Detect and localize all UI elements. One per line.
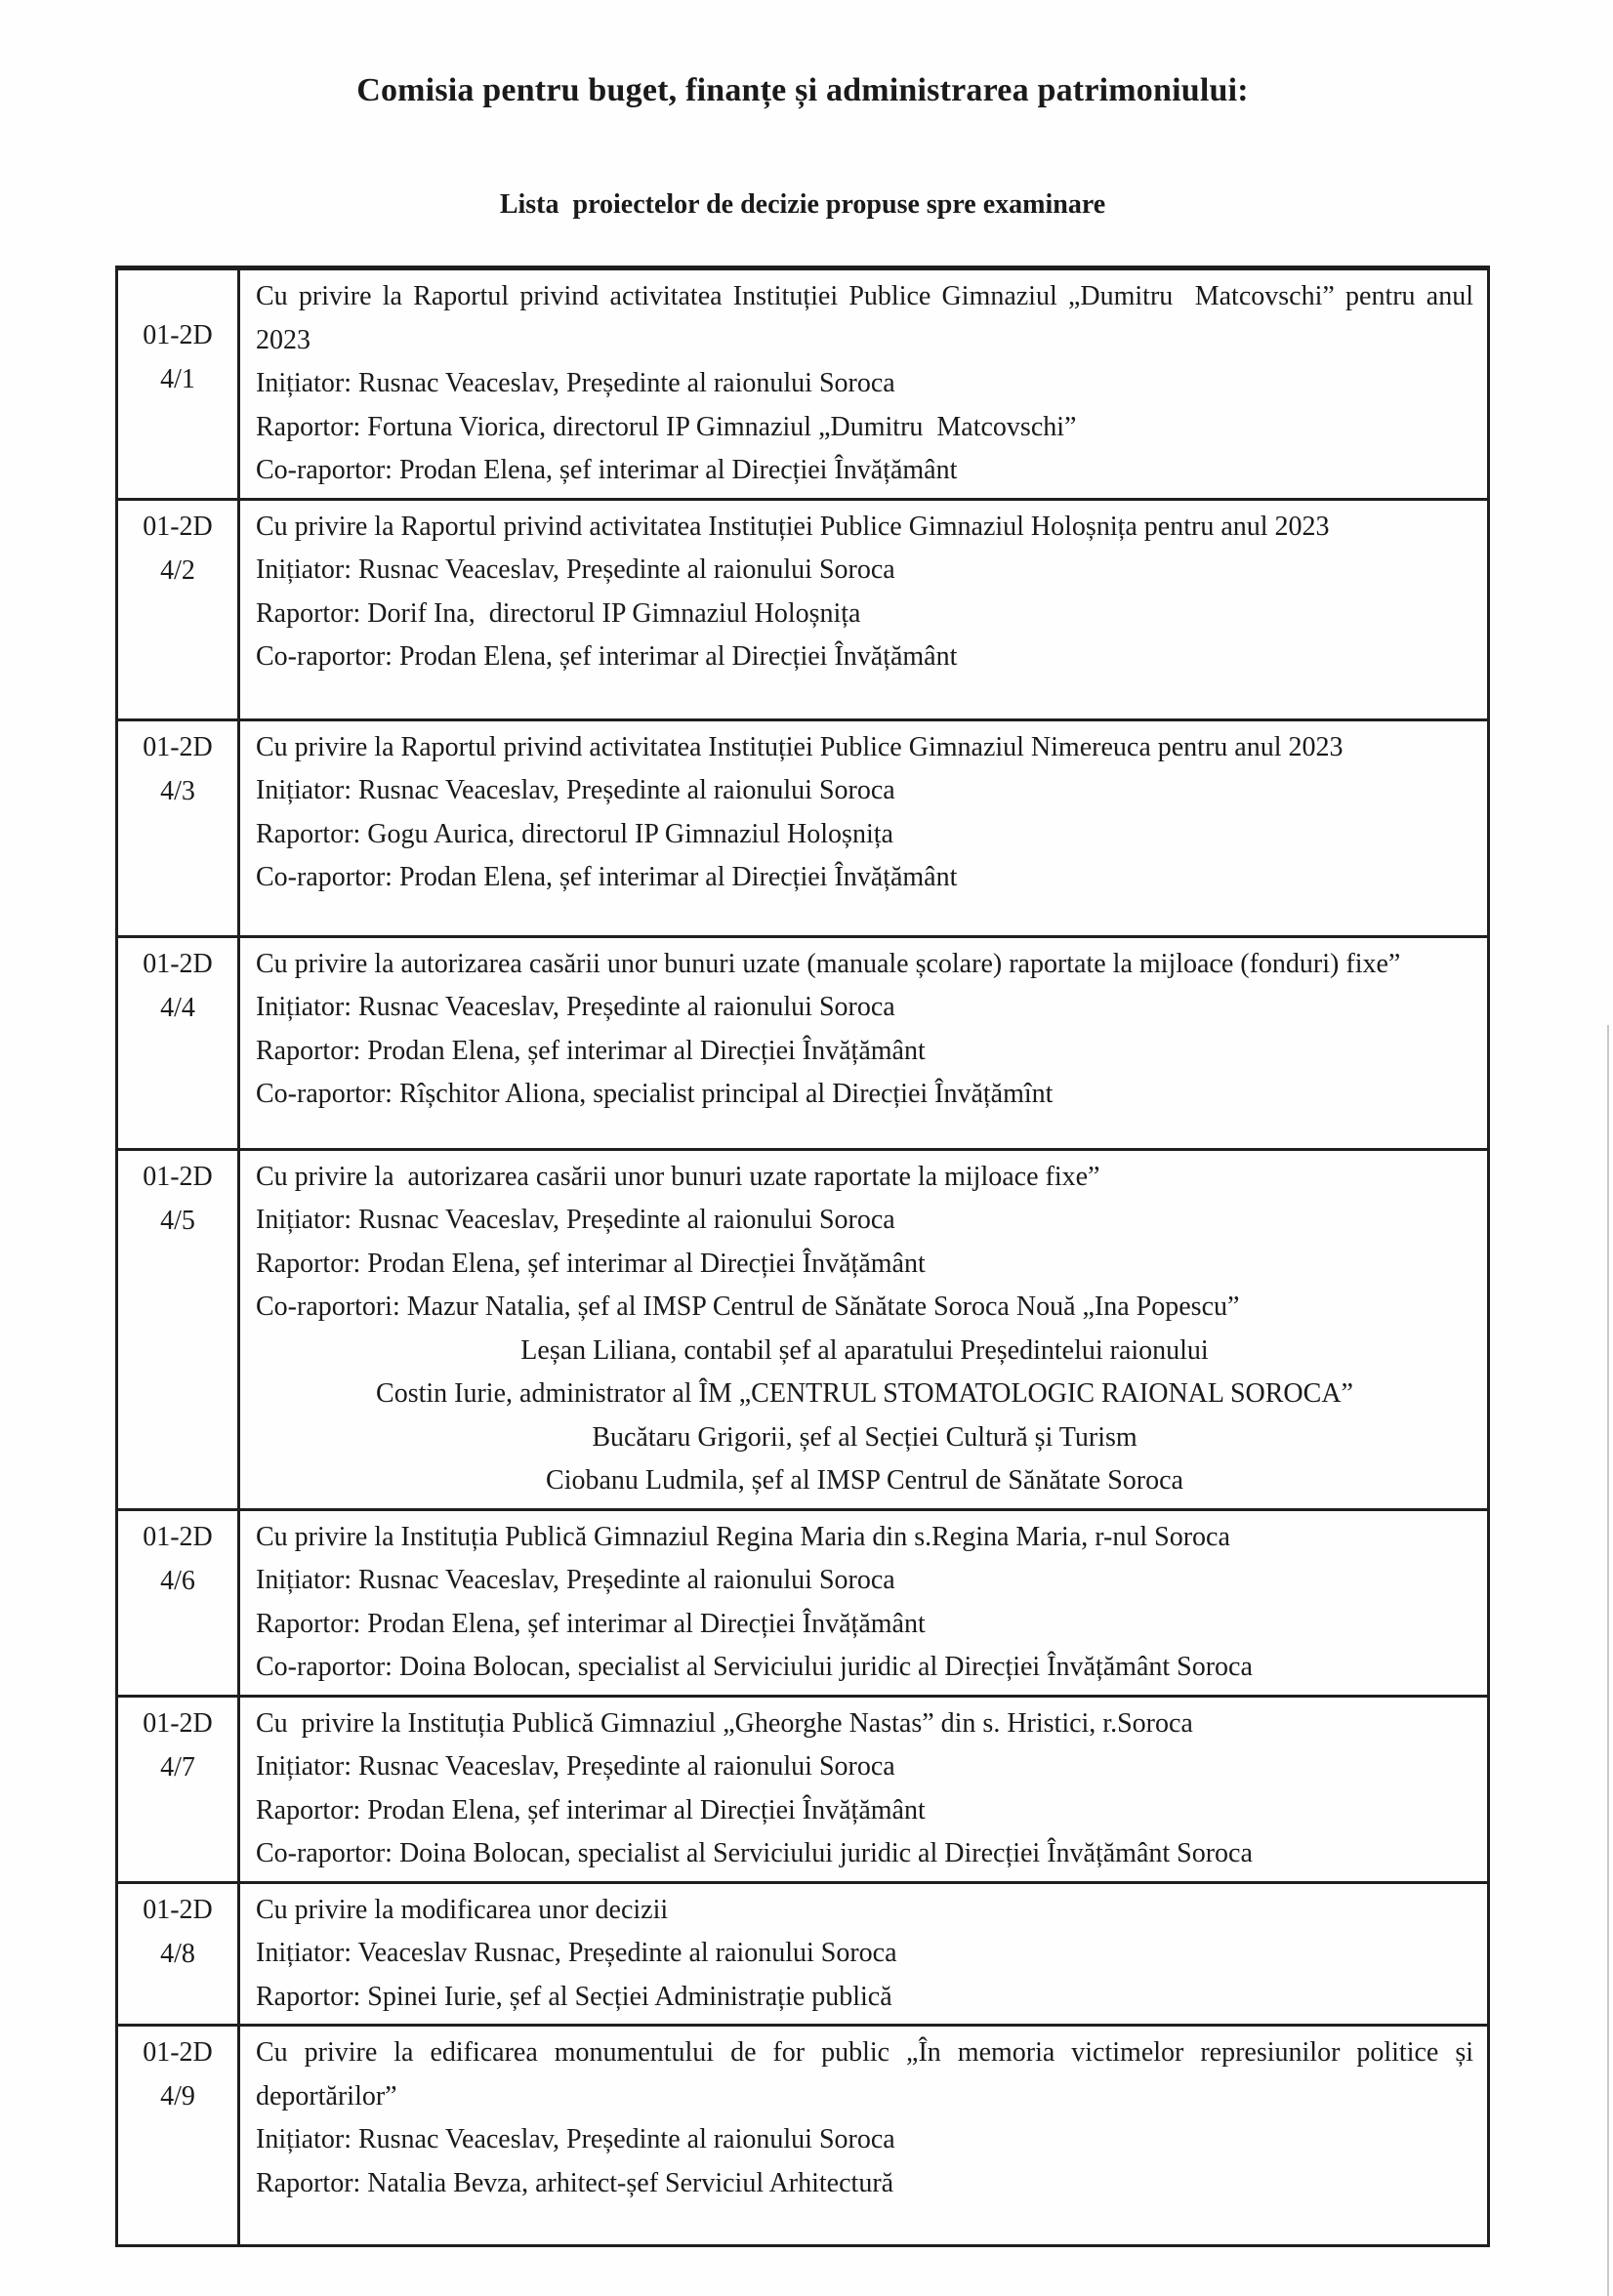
decision-id-prefix: 01-2D (143, 731, 213, 762)
decision-id-prefix: 01-2D (143, 320, 213, 350)
decision-id-number: 4/2 (160, 554, 195, 586)
decision-text-line: Raportor: Gogu Aurica, directorul IP Gimnaziul Holoșnița (256, 818, 893, 849)
decision-description-cell (240, 270, 1487, 498)
decision-id-prefix: 01-2D (143, 1521, 213, 1552)
decision-text-line: Raportor: Natalia Bevza, arhitect-șef Serviciul Arhitectură (256, 2167, 894, 2198)
decision-text-line: Co-raportor: Doina Bolocan, specialist al Serviciului juridic al Direcției Învățământ Soroca (256, 1838, 1253, 1868)
decision-id-cell (118, 721, 240, 935)
decision-text-line: Inițiator: Rusnac Veaceslav, Președinte al raionului Soroca (256, 2124, 895, 2154)
table-row (118, 501, 1487, 721)
decision-text-line: Costin Iurie, administrator al ÎM „CENTRUL STOMATOLOGIC RAIONAL SOROCA” (376, 1378, 1353, 1409)
table-row (118, 938, 1487, 1151)
decision-id-number: 4/7 (160, 1751, 195, 1783)
decision-text-line: Raportor: Prodan Elena, șef interimar al Direcției Învățământ (256, 1794, 926, 1825)
scan-edge-artifact (1607, 1025, 1609, 2296)
decision-text-line: Co-raportor: Prodan Elena, șef interimar al Direcției Învățământ (256, 641, 958, 672)
decision-text-line: Co-raportor: Doina Bolocan, specialist al Serviciului juridic al Direcției Învățământ Soroca (256, 1652, 1253, 1682)
decision-id-prefix: 01-2D (143, 1707, 213, 1739)
decision-text-line: Inițiator: Rusnac Veaceslav, Președinte al raionului Soroca (256, 368, 895, 398)
decision-text-line: Inițiator: Rusnac Veaceslav, Președinte al raionului Soroca (256, 1205, 895, 1235)
decision-id-number: 4/4 (160, 992, 195, 1023)
decision-id-prefix: 01-2D (143, 2037, 213, 2068)
decision-id-cell (118, 501, 240, 718)
decision-id-cell (118, 1698, 240, 1881)
decision-text-line: Raportor: Spinei Iurie, șef al Secției Administrație publică (256, 1981, 892, 2012)
decision-text-line: Raportor: Prodan Elena, șef interimar al Direcției Învățământ (256, 1608, 926, 1639)
decision-id-prefix: 01-2D (143, 511, 213, 542)
document-title: Comisia pentru buget, finanțe și administrarea patrimoniului: (356, 72, 1249, 108)
decision-text-line: Raportor: Prodan Elena, șef interimar al Direcției Învățământ (256, 1035, 926, 1066)
decision-description-cell (240, 2027, 1487, 2244)
decision-id-number: 4/8 (160, 1938, 195, 1969)
decision-text-line: Inițiator: Rusnac Veaceslav, Președinte al raionului Soroca (256, 775, 895, 805)
decision-text-line: Cu privire la Instituția Publică Gimnaziul „Gheorghe Nastas” din s. Hristici, r.Soroca (256, 1707, 1193, 1739)
decision-id-cell (118, 1511, 240, 1695)
decision-id-cell (118, 1884, 240, 2025)
decision-id-cell (118, 938, 240, 1148)
decision-id-cell (118, 270, 240, 498)
decision-text-line: Inițiator: Rusnac Veaceslav, Președinte al raionului Soroca (256, 992, 895, 1022)
decision-id-number: 4/1 (160, 364, 195, 394)
decision-text-line: Raportor: Prodan Elena, șef interimar al Direcției Învățământ (256, 1248, 926, 1279)
decision-id-number: 4/6 (160, 1565, 195, 1596)
decision-text-line: Co-raportor: Prodan Elena, șef interimar al Direcției Învățământ (256, 455, 958, 485)
decision-text-line: Cu privire la autorizarea casării unor bunuri uzate raportate la mijloace fixe” (256, 1161, 1100, 1192)
decisions-table (115, 266, 1490, 2247)
table-row (118, 270, 1487, 501)
decision-text-line: Inițiator: Rusnac Veaceslav, Președinte al raionului Soroca (256, 1565, 895, 1595)
decision-id-prefix: 01-2D (143, 948, 213, 979)
decision-description-cell (240, 938, 1487, 1148)
decision-text-line: Cu privire la edificarea monumentului de for public „În memoria victimelor represiunilor politice și deportărilor” (256, 2037, 1480, 2112)
decision-text-line: Cu privire la modificarea unor decizii (256, 1894, 669, 1925)
decision-text-line: Cu privire la Raportul privind activitatea Instituției Publice Gimnaziul Nimereuca pentru anul 2023 (256, 731, 1344, 762)
decision-text-line: Inițiator: Rusnac Veaceslav, Președinte al raionului Soroca (256, 1751, 895, 1782)
decision-text-line: Cu privire la Raportul privind activitatea Instituției Publice Gimnaziul „Dumitru Matcovschi” pentru anul 2023 (256, 281, 1480, 355)
decision-description-cell (240, 501, 1487, 718)
table-row (118, 1151, 1487, 1511)
table-row (118, 2027, 1487, 2244)
decision-id-cell (118, 1151, 240, 1508)
table-row (118, 721, 1487, 938)
table-row (118, 1511, 1487, 1698)
decision-id-number: 4/5 (160, 1205, 195, 1236)
decision-id-cell (118, 2027, 240, 2244)
decision-text-line: Co-raportori: Mazur Natalia, șef al IMSP Centrul de Sănătate Soroca Nouă „Ina Popescu” (256, 1292, 1240, 1322)
document-subtitle: Lista proiectelor de decizie propuse spre examinare (499, 189, 1106, 220)
decision-text-line: Co-raportor: Rîșchitor Aliona, specialist principal al Direcției Învățămînt (256, 1079, 1054, 1109)
decision-description-cell (240, 1511, 1487, 1695)
decision-id-prefix: 01-2D (143, 1161, 213, 1192)
decision-id-number: 4/3 (160, 775, 195, 806)
table-row (118, 1884, 1487, 2028)
decision-description-cell (240, 721, 1487, 935)
decision-text-line: Inițiator: Rusnac Veaceslav, Președinte al raionului Soroca (256, 554, 895, 585)
decision-text-line: Raportor: Fortuna Viorica, directorul IP Gimnaziul „Dumitru Matcovschi” (256, 411, 1077, 442)
decision-text-line: Co-raportor: Prodan Elena, șef interimar al Direcției Învățământ (256, 862, 958, 892)
decision-text-line: Cu privire la Raportul privind activitatea Instituției Publice Gimnaziul Holoșnița pentru anul 2023 (256, 511, 1330, 542)
decision-description-cell (240, 1698, 1487, 1881)
decision-description-cell (240, 1151, 1487, 1508)
decision-text-line: Raportor: Dorif Ina, directorul IP Gimnaziul Holoșnița (256, 597, 861, 629)
decision-description-cell (240, 1884, 1487, 2025)
decision-text-line: Ciobanu Ludmila, șef al IMSP Centrul de Sănătate Soroca (546, 1465, 1183, 1496)
decision-text-line: Bucătaru Grigorii, șef al Secției Cultură și Turism (592, 1421, 1137, 1453)
decision-text-line: Cu privire la autorizarea casării unor bunuri uzate (manuale școlare) raportate la mijloace (fonduri) fixe” (256, 948, 1401, 979)
decision-text-line: Leșan Liliana, contabil șef al aparatului Președintelui raionului (520, 1334, 1209, 1366)
decision-id-number: 4/9 (160, 2081, 195, 2112)
decision-text-line: Cu privire la Instituția Publică Gimnaziul Regina Maria din s.Regina Maria, r-nul Soroca (256, 1521, 1230, 1552)
decision-text-line: Inițiator: Veaceslav Rusnac, Președinte al raionului Soroca (256, 1938, 897, 1968)
table-row (118, 1698, 1487, 1884)
decision-id-prefix: 01-2D (143, 1894, 213, 1925)
